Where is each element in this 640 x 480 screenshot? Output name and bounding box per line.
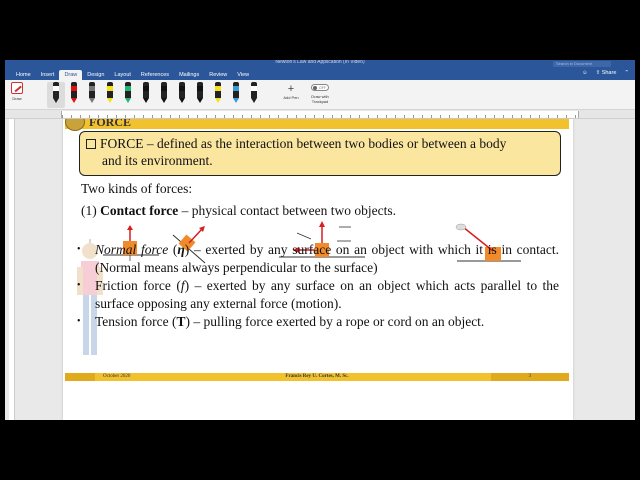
slide-footer <box>65 373 569 381</box>
collapse-ribbon-icon[interactable]: ⌃ <box>624 70 629 76</box>
ribbon-right-controls <box>582 70 629 76</box>
contact-force-line <box>81 203 396 219</box>
trackpad-label: Draw with Trackpad <box>311 94 329 104</box>
definition-box <box>79 131 561 176</box>
add-pen-button[interactable] <box>281 83 301 100</box>
force-symbol: T <box>176 314 186 329</box>
document-workspace <box>5 119 635 420</box>
force-symbol: f <box>180 278 185 293</box>
word-window <box>5 60 635 420</box>
draw-tool-label: Draw <box>12 96 22 101</box>
pen-tip-icon <box>197 98 203 103</box>
pen-color-band <box>125 86 131 91</box>
pen-7[interactable] <box>155 82 173 108</box>
contact-term: Contact force <box>100 203 179 218</box>
vertical-ruler[interactable] <box>9 119 15 420</box>
force-symbol: η <box>177 242 185 257</box>
bullet-symbol: (f) <box>170 278 190 293</box>
pen-2[interactable] <box>65 82 83 108</box>
definition-line-1: FORCE – defined as the interaction between two bodies or between a body <box>100 136 507 151</box>
pen-color-band <box>161 86 167 91</box>
pen-color-band <box>215 86 221 91</box>
pen-tip-icon <box>143 98 149 103</box>
pen-tip-icon <box>71 98 77 103</box>
tab-design[interactable]: Design <box>87 72 105 78</box>
pen-color-band <box>107 86 113 91</box>
pen-4[interactable] <box>101 82 119 108</box>
ruler-scale <box>61 111 579 118</box>
pen-10[interactable] <box>209 82 227 108</box>
bullet-dot-icon: • <box>77 280 81 291</box>
toggle-switch[interactable]: OFF <box>311 84 329 91</box>
bullet-description: – exerted by any surface on an object which acts parallel to the surface opposing any external force (motion). <box>95 278 560 311</box>
pen-tip-icon <box>251 98 257 103</box>
tab-view[interactable]: View <box>237 72 250 78</box>
bullet-text <box>77 241 559 277</box>
draw-tool-button[interactable] <box>10 82 24 101</box>
bullet-dot-icon: • <box>77 244 81 255</box>
share-icon: ⇧ <box>595 70 601 76</box>
pen-tip-icon <box>89 98 95 103</box>
bullet-symbol: (T) <box>168 314 191 329</box>
document-title: Newton's Law and Application (In Video) <box>275 60 365 65</box>
user-icon[interactable]: ☺ <box>581 70 588 76</box>
plus-icon: + <box>287 83 295 95</box>
tab-home[interactable]: Home <box>16 72 31 78</box>
pen-color-band <box>89 86 95 91</box>
pen-tip-icon <box>107 98 113 103</box>
contact-desc: – physical contact between two objects. <box>178 203 397 218</box>
pen-11[interactable] <box>227 82 245 108</box>
bullet-term: Tension force <box>95 314 169 329</box>
bullet-text <box>77 313 559 331</box>
tab-layout[interactable]: Layout <box>114 72 131 78</box>
contact-prefix: (1) <box>81 203 101 218</box>
share-button[interactable] <box>596 70 617 76</box>
pen-color-band <box>179 86 185 91</box>
bullet-item <box>77 313 559 331</box>
pen-gallery <box>47 82 263 108</box>
bullet-symbol: (η) <box>168 242 190 257</box>
footer-author: Francis Rey U. Cortes, M. Sc. <box>285 374 349 379</box>
pen-tip-icon <box>161 98 167 103</box>
pen-12[interactable] <box>245 82 263 108</box>
bullet-term: Friction force <box>95 278 171 293</box>
pen-tip-icon <box>179 98 185 103</box>
draw-ribbon <box>5 80 635 110</box>
bullet-text <box>77 277 559 313</box>
pen-color-band <box>71 86 77 91</box>
checkbox-bullet-icon <box>86 139 96 149</box>
bullet-dot-icon: • <box>77 316 81 327</box>
slide-title-fragment: FORCE <box>89 119 131 129</box>
pen-9[interactable] <box>191 82 209 108</box>
tab-review[interactable]: Review <box>209 72 228 78</box>
kinds-heading: Two kinds of forces: <box>81 181 193 196</box>
tab-references[interactable]: References <box>140 72 170 78</box>
embedded-slide <box>65 119 569 389</box>
pen-3[interactable] <box>83 82 101 108</box>
tab-mailings[interactable]: Mailings <box>179 72 200 78</box>
bullet-item <box>77 277 559 313</box>
pen-color-band <box>143 86 149 91</box>
footer-date: October 2020 <box>103 374 131 379</box>
logo-icon <box>65 119 85 131</box>
pen-color-band <box>53 86 59 91</box>
bullet-item <box>77 241 559 277</box>
bullet-description: – exerted by any surface on an object with which it is in contact. (Normal means always perpendicular to the surface) <box>95 242 559 275</box>
pen-6[interactable] <box>137 82 155 108</box>
pen-color-band <box>251 86 257 91</box>
pen-5[interactable] <box>119 82 137 108</box>
pen-tip-icon <box>215 98 221 103</box>
slide-header-bar <box>65 119 569 129</box>
bullet-term: Normal force <box>95 242 169 257</box>
pen-8[interactable] <box>173 82 191 108</box>
horizontal-ruler[interactable] <box>5 110 635 119</box>
title-bar <box>5 60 635 68</box>
pen-1[interactable] <box>47 82 65 108</box>
search-input[interactable]: Search in Document <box>553 61 611 67</box>
bullet-description: – pulling force exerted by a rope or cord on an object. <box>190 314 485 329</box>
tab-insert[interactable]: Insert <box>40 72 55 78</box>
pen-color-band <box>197 86 203 91</box>
document-page[interactable] <box>63 119 573 420</box>
ribbon-tabs <box>5 68 635 80</box>
footer-page-number: 3 <box>528 374 531 379</box>
add-pen-label: Add Pen <box>283 95 299 100</box>
definition-line-2: and its environment. <box>102 153 213 168</box>
pen-color-band <box>233 86 239 91</box>
draw-icon <box>11 82 23 94</box>
tab-draw[interactable]: Draw <box>59 70 82 80</box>
pen-tip-icon <box>125 98 131 103</box>
pen-tip-icon <box>233 98 239 103</box>
pen-tip-icon <box>53 98 59 103</box>
draw-with-trackpad-toggle[interactable] <box>307 84 333 104</box>
share-label: Share <box>601 70 617 76</box>
